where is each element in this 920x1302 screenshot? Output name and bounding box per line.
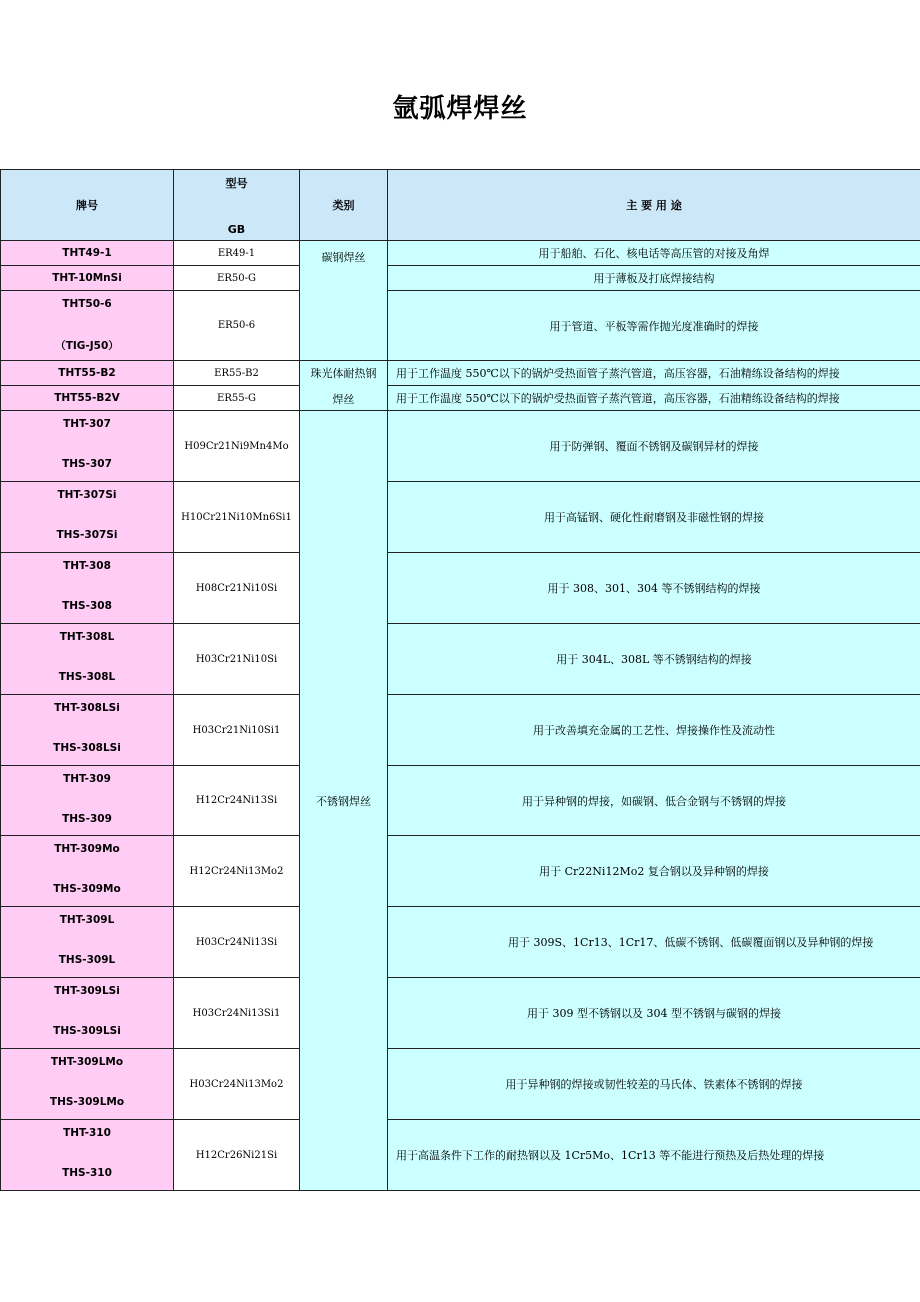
category-pearlite-line2: 焊丝: [332, 392, 355, 406]
usage-cell: 用于船舶、石化、核电话等高压管的对接及角焊: [388, 241, 920, 266]
brand-cell: [1, 978, 174, 1049]
table-header-row: [1, 170, 920, 241]
brand-label: THT-309: [63, 773, 111, 785]
brand-alias: （TIG-J50）: [55, 340, 119, 352]
brand-label: THT49-1: [62, 247, 112, 259]
brand-label: THT-10MnSi: [52, 272, 122, 284]
brand-alias: THS-308L: [58, 671, 116, 683]
table-row: [1, 695, 920, 766]
brand-alias: THS-307: [62, 458, 112, 470]
model-cell: H12Cr24Ni13Mo2: [174, 836, 300, 907]
brand-alias: THS-310: [62, 1167, 112, 1179]
model-cell: H12Cr26Ni21Si: [174, 1120, 300, 1191]
category-pearlite: [300, 361, 388, 411]
brand-label: THT-307Si: [57, 489, 117, 501]
brand-label: THT-309LSi: [54, 985, 120, 997]
usage-cell: 用于 304L、308L 等不锈钢结构的焊接: [388, 624, 920, 695]
header-type-bottom: GB: [227, 222, 246, 236]
model-cell: H03Cr24Ni13Mo2: [174, 1049, 300, 1120]
table-row: [1, 1120, 920, 1191]
usage-cell: 用于管道、平板等需作抛光度准确时的焊接: [388, 291, 920, 361]
model-cell: H03Cr21Ni10Si1: [174, 695, 300, 766]
model-cell: ER50-G: [174, 266, 300, 291]
category-stainless: 不锈钢焊丝: [300, 411, 388, 1191]
table-row: [1, 978, 920, 1049]
page-title: 氩弧焊焊丝: [392, 94, 528, 124]
brand-label: THT-309L: [59, 914, 115, 926]
model-cell: H08Cr21Ni10Si: [174, 553, 300, 624]
model-cell: H03Cr24Ni13Si1: [174, 978, 300, 1049]
header-usage: 主 要 用 途: [388, 170, 920, 241]
table-row: [1, 624, 920, 695]
brand-alias: THS-309LMo: [49, 1096, 125, 1108]
table-row: [1, 836, 920, 907]
welding-wire-table: [0, 169, 920, 1191]
brand-cell: [1, 553, 174, 624]
usage-cell: 用于 Cr22Ni12Mo2 复合钢以及异种钢的焊接: [388, 836, 920, 907]
brand-alias: THS-308: [62, 600, 112, 612]
brand-label: THT-309Mo: [54, 843, 120, 855]
table-row: [1, 907, 920, 978]
table-row: [1, 241, 920, 266]
brand-cell: [1, 386, 174, 411]
usage-cell: 用于改善填充金属的工艺性、焊接操作性及流动性: [388, 695, 920, 766]
usage-cell: 用于薄板及打底焊接结构: [388, 266, 920, 291]
table-row: [1, 361, 920, 386]
brand-alias: THS-309L: [58, 954, 116, 966]
brand-label: THT55-B2: [58, 367, 116, 379]
brand-cell: [1, 266, 174, 291]
brand-label: THT-308: [63, 560, 111, 572]
brand-label: THT50-6: [62, 298, 112, 310]
model-cell: H10Cr21Ni10Mn6Si1: [174, 482, 300, 553]
brand-alias: THS-309Mo: [53, 883, 121, 895]
table-row: [1, 291, 920, 361]
usage-cell: 用于异种钢的焊接或韧性较差的马氏体、铁素体不锈钢的焊接: [388, 1049, 920, 1120]
header-type-top: 型号: [225, 176, 248, 190]
model-cell: ER55-B2: [174, 361, 300, 386]
model-cell: H12Cr24Ni13Si: [174, 766, 300, 836]
table-row: [1, 766, 920, 836]
category-carbon: 碳钢焊丝: [300, 241, 388, 361]
brand-alias: THS-307Si: [56, 529, 118, 541]
brand-label: THT-308L: [59, 631, 115, 643]
header-brand: 牌号: [1, 170, 174, 241]
brand-cell: [1, 1049, 174, 1120]
brand-cell: [1, 766, 174, 836]
usage-cell: 用于 309 型不锈钢以及 304 型不锈钢与碳钢的焊接: [388, 978, 920, 1049]
header-type: [174, 170, 300, 241]
usage-cell: 用于 308、301、304 等不锈钢结构的焊接: [388, 553, 920, 624]
usage-cell: 用于工作温度 550℃以下的锅炉受热面管子蒸汽管道，高压容器，石油精练设备结构的焊接: [388, 386, 920, 411]
usage-cell: 用于异种钢的焊接，如碳钢、低合金钢与不锈钢的焊接: [388, 766, 920, 836]
brand-label: THT55-B2V: [54, 392, 120, 404]
brand-cell: [1, 836, 174, 907]
category-pearlite-line1: 珠光体耐热钢: [310, 366, 377, 380]
usage-cell: 用于高温条件下工作的耐热钢以及 1Cr5Mo、1Cr13 等不能进行预热及后热处理的焊接: [388, 1120, 920, 1191]
table-row: [1, 266, 920, 291]
usage-cell: 用于高锰钢、硬化性耐磨钢及非磁性钢的焊接: [388, 482, 920, 553]
model-cell: ER49-1: [174, 241, 300, 266]
model-cell: H09Cr21Ni9Mn4Mo: [174, 411, 300, 482]
brand-alias: THS-309LSi: [53, 1025, 121, 1037]
brand-cell: [1, 1120, 174, 1191]
model-cell: H03Cr21Ni10Si: [174, 624, 300, 695]
table-row: [1, 386, 920, 411]
table-row: [1, 553, 920, 624]
brand-cell: [1, 695, 174, 766]
brand-cell: [1, 482, 174, 553]
brand-label: THT-307: [63, 418, 111, 430]
model-cell: ER50-6: [174, 291, 300, 361]
brand-cell: [1, 241, 174, 266]
table-row: [1, 411, 920, 482]
brand-cell: [1, 361, 174, 386]
brand-alias: THS-308LSi: [53, 742, 121, 754]
brand-cell: [1, 411, 174, 482]
brand-cell: [1, 291, 174, 361]
brand-label: THT-310: [63, 1127, 111, 1139]
usage-cell: 用于工作温度 550℃以下的锅炉受热面管子蒸汽管道，高压容器，石油精练设备结构的焊接: [388, 361, 920, 386]
brand-label: THT-309LMo: [50, 1056, 124, 1068]
table-row: [1, 482, 920, 553]
brand-cell: [1, 907, 174, 978]
header-category: 类别: [300, 170, 388, 241]
table-row: [1, 1049, 920, 1120]
model-cell: H03Cr24Ni13Si: [174, 907, 300, 978]
usage-cell: 用于防弹钢、覆面不锈钢及碳钢异材的焊接: [388, 411, 920, 482]
brand-alias: THS-309: [62, 813, 112, 825]
brand-label: THT-308LSi: [54, 702, 120, 714]
model-cell: ER55-G: [174, 386, 300, 411]
usage-cell: 用于 309S、1Cr13、1Cr17、低碳不锈钢、低碳覆面钢以及异种钢的焊接: [388, 907, 920, 978]
brand-cell: [1, 624, 174, 695]
